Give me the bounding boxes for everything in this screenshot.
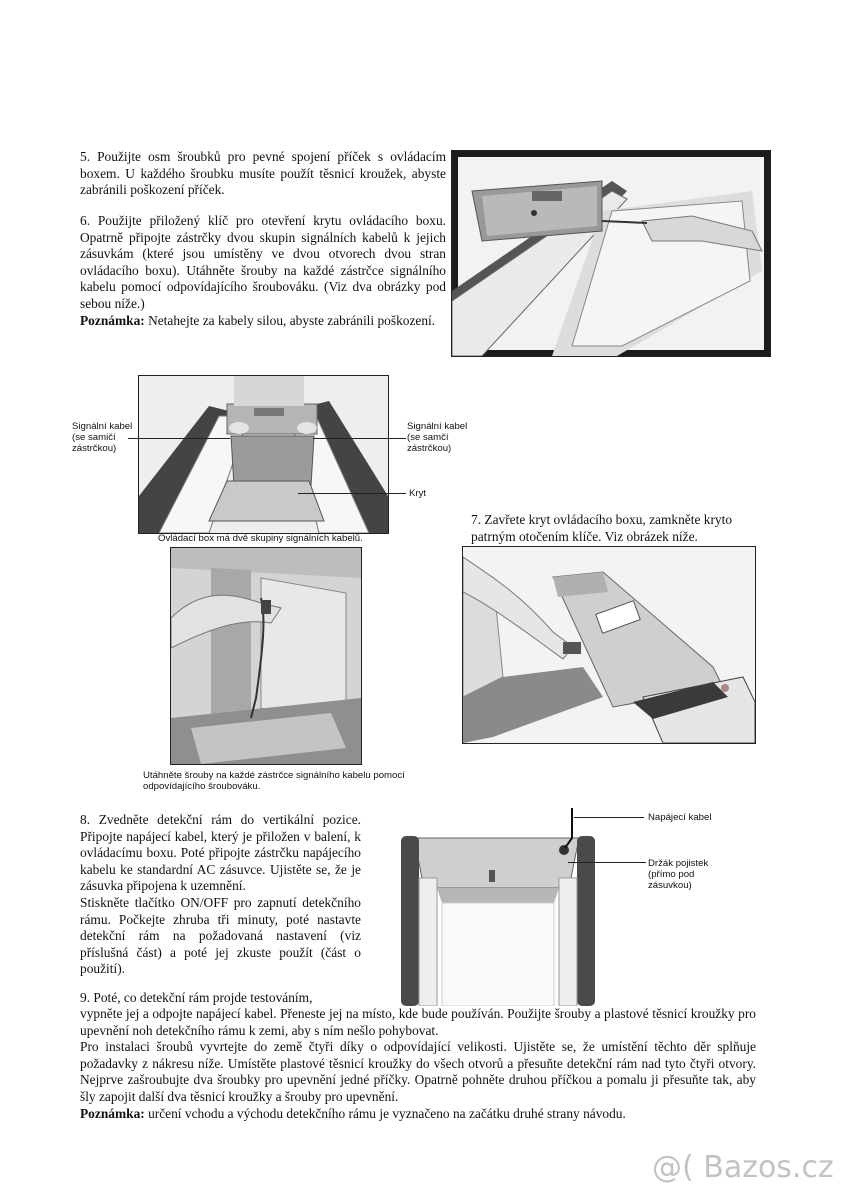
- step-9-start: 9. Poté, co detekční rám projde testováním,: [80, 990, 313, 1005]
- screw-tightening-photo: [170, 547, 362, 765]
- leader-line-cover: [298, 493, 406, 494]
- figure-caption-screws: Utáhněte šrouby na každé zástrčce signálního kabelu pomocí odpovídajícího šroubováku.: [143, 770, 405, 792]
- open-control-box-photo: [138, 375, 389, 534]
- step-8-text: [80, 812, 361, 978]
- step-6-text: [80, 213, 446, 329]
- leader-line-left-cable: [128, 438, 230, 439]
- label-signal-cable-male: Signální kabel (se samčí zástrčkou): [407, 421, 468, 454]
- step-8-body: 8. Zvedněte detekční rám do vertikální pozice. Připojte napájecí kabel, který je přiložen v balení, k ovládacímu boxu. Poté připojte zástrčku napájecího kabelu ke standardní AC zásuvce. Ujistěte se, že je zásuvka připojena k uzemnění.: [80, 812, 361, 894]
- step-9-body: vypněte jej a odpojte napájecí kabel. Přeneste jej na místo, kde bude používán. Použijte šrouby a plastové těsnicí kroužky pro upevnění noh detekčního rámu k zemi, aby s ním nešlo pohybovat.: [80, 1006, 756, 1038]
- leader-line-power-cable: [574, 817, 644, 818]
- step-5-text: 5. Použijte osm šroubků pro pevné spojení příček s ovládacím boxem. U každého šroubku musíte použít těsnicí kroužek, abyste zabránili poškození příček.: [80, 149, 446, 198]
- step-9-body-2: Pro instalaci šroubů vyvrtejte do země čtyři díky o odpovídající velikosti. Ujistěte se, že umístění těchto děr splňuje požadavky z nákresu níže. Umístěte plastové těsnicí kroužky do všech otvorů a přesuňte detekční rám nad tyto čtyři otvory. Nejprve zašroubujte dva šroubky pro upevnění jedné příčky. Opatrně pohněte druhou příčkou a pomalu ji přesuňte tak, aby šly zapojit další dva těsnicí kroužky a šrouby pro upevnění.: [80, 1039, 756, 1104]
- step-9-note-label: Poznámka:: [80, 1105, 145, 1121]
- closing-box-key-photo: [462, 546, 756, 744]
- leader-line-right-cable: [313, 438, 406, 439]
- step-9-note-text: určení vchodu a východu detekčního rámu je vyznačeno na začátku druhé strany návodu.: [144, 1105, 626, 1121]
- figure-caption-control-box: Ovládací box má dvě skupiny signálních kabelů.: [158, 533, 363, 544]
- label-fuse-holder: Držák pojistek (přímo pod zásuvkou): [648, 858, 709, 891]
- label-signal-cable-female: Signální kabel (se samičí zástrčkou): [72, 421, 133, 454]
- label-power-cable: Napájecí kabel: [648, 812, 712, 823]
- bazos-watermark: @( Bazos.cz: [652, 1150, 834, 1185]
- step-6-body: 6. Použijte přiložený klíč pro otevření krytu ovládacího boxu. Opatrně připojte zástrčky dvou skupin signálních kabelů k jejich zásuvkám (které jsou umístěny ve dvou otvorech dvou stran ovládacího boxu). Utáhněte šrouby na každé zástrčce signálního kabelu pomocí odpovídajícího šroubováku. (Viz dva obrázky pod sebou níže.): [80, 213, 446, 311]
- step-6-note-text: Netahejte za kabely silou, abyste zabránili poškození.: [144, 312, 436, 328]
- label-cover: Kryt: [409, 488, 427, 499]
- step-6-note-label: Poznámka:: [80, 312, 145, 328]
- step-7-text: 7. Zavřete kryt ovládacího boxu, zamkněte kryto patrným otočením klíče. Viz obrázek níže.: [471, 512, 733, 544]
- step-8-body-2: Stiskněte tlačítko ON/OFF pro zapnutí detekčního rámu. Počkejte zhruba tři minuty, poté nastavte detekční rám na požadovaná nastavení (viz příslušná část) a poté jej zkuste použít (část o použití).: [80, 894, 361, 977]
- leader-line-fuse-holder: [568, 862, 646, 863]
- detection-frame-photo: [369, 808, 627, 1006]
- control-box-key-photo: [451, 150, 771, 357]
- step-9-text: [80, 1006, 756, 1122]
